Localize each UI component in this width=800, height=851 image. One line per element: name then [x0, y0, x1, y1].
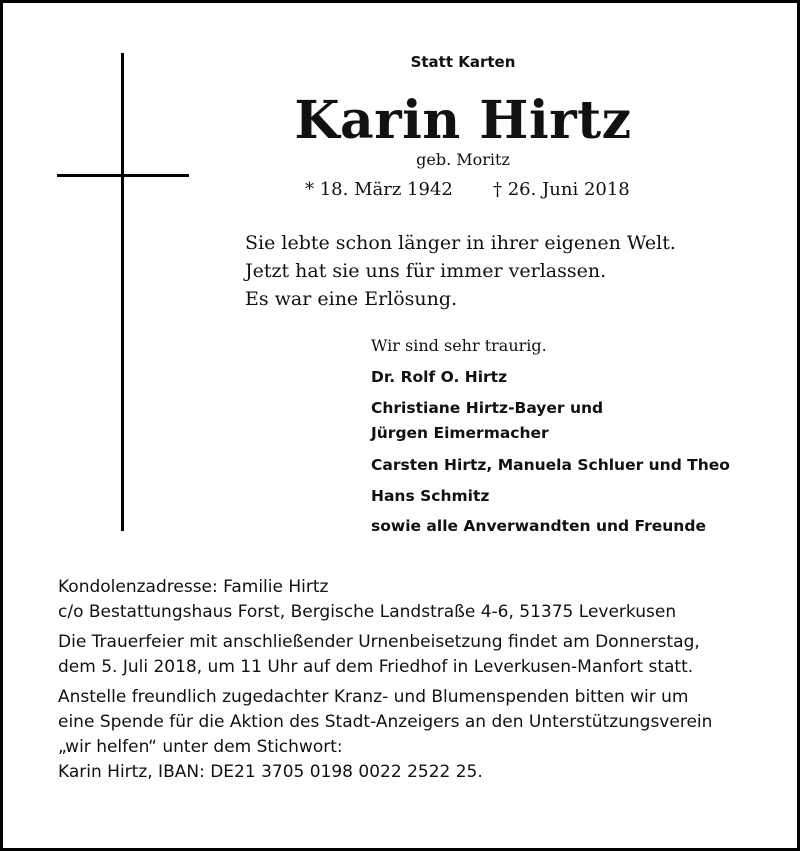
maiden-name: geb. Moritz [416, 150, 510, 169]
mourner-name: Dr. Rolf O. Hirtz [371, 368, 508, 386]
condolence-line: Kondolenzadresse: Familie Hirtz [58, 577, 329, 597]
ceremony-info [58, 630, 788, 680]
verse [245, 229, 676, 313]
birth-date: * 18. März 1942 [305, 179, 453, 200]
mourner-name: Carsten Hirtz, Manuela Schluer und Theo [371, 456, 730, 474]
cross-icon-horizontal-bar [57, 174, 189, 177]
ceremony-line: Die Trauerfeier mit anschließender Urnenbeisetzung findet am Donnerstag, [58, 632, 700, 652]
deceased-name: Karin Hirtz [294, 90, 632, 151]
verse-line: Jetzt hat sie uns für immer verlassen. [245, 260, 607, 282]
condolence-address [58, 575, 788, 625]
mourner-name: Jürgen Eimermacher [371, 424, 549, 442]
ceremony-line: dem 5. Juli 2018, um 11 Uhr auf dem Friedhof in Leverkusen-Manfort statt. [58, 657, 694, 677]
donation-line: Karin Hirtz, IBAN: DE21 3705 0198 0022 2522 25. [58, 762, 483, 782]
mourner-name: Hans Schmitz [371, 487, 490, 505]
donation-line: „wir helfen“ unter dem Stichwort: [58, 737, 343, 757]
donation-line: Anstelle freundlich zugedachter Kranz- und Blumenspenden bitten wir um [58, 687, 689, 707]
mourner-name: sowie alle Anverwandten und Freunde [371, 517, 706, 535]
details-block [58, 575, 788, 790]
condolence-line: c/o Bestattungshaus Forst, Bergische Landstraße 4-6, 51375 Leverkusen [58, 602, 677, 622]
death-date: † 26. Juni 2018 [493, 179, 630, 200]
preface-text: Statt Karten [410, 53, 516, 71]
verse-line: Es war eine Erlösung. [245, 288, 458, 310]
donation-line: eine Spende für die Aktion des Stadt-Anzeigers an den Unterstützungsverein [58, 712, 713, 732]
mourner-name: Christiane Hirtz-Bayer und [371, 399, 604, 417]
verse-line: Sie lebte schon länger in ihrer eigenen Welt. [245, 232, 676, 254]
cross-icon-vertical-bar [121, 53, 124, 531]
donation-info [58, 685, 788, 785]
mourners-intro: Wir sind sehr traurig. [371, 336, 547, 355]
